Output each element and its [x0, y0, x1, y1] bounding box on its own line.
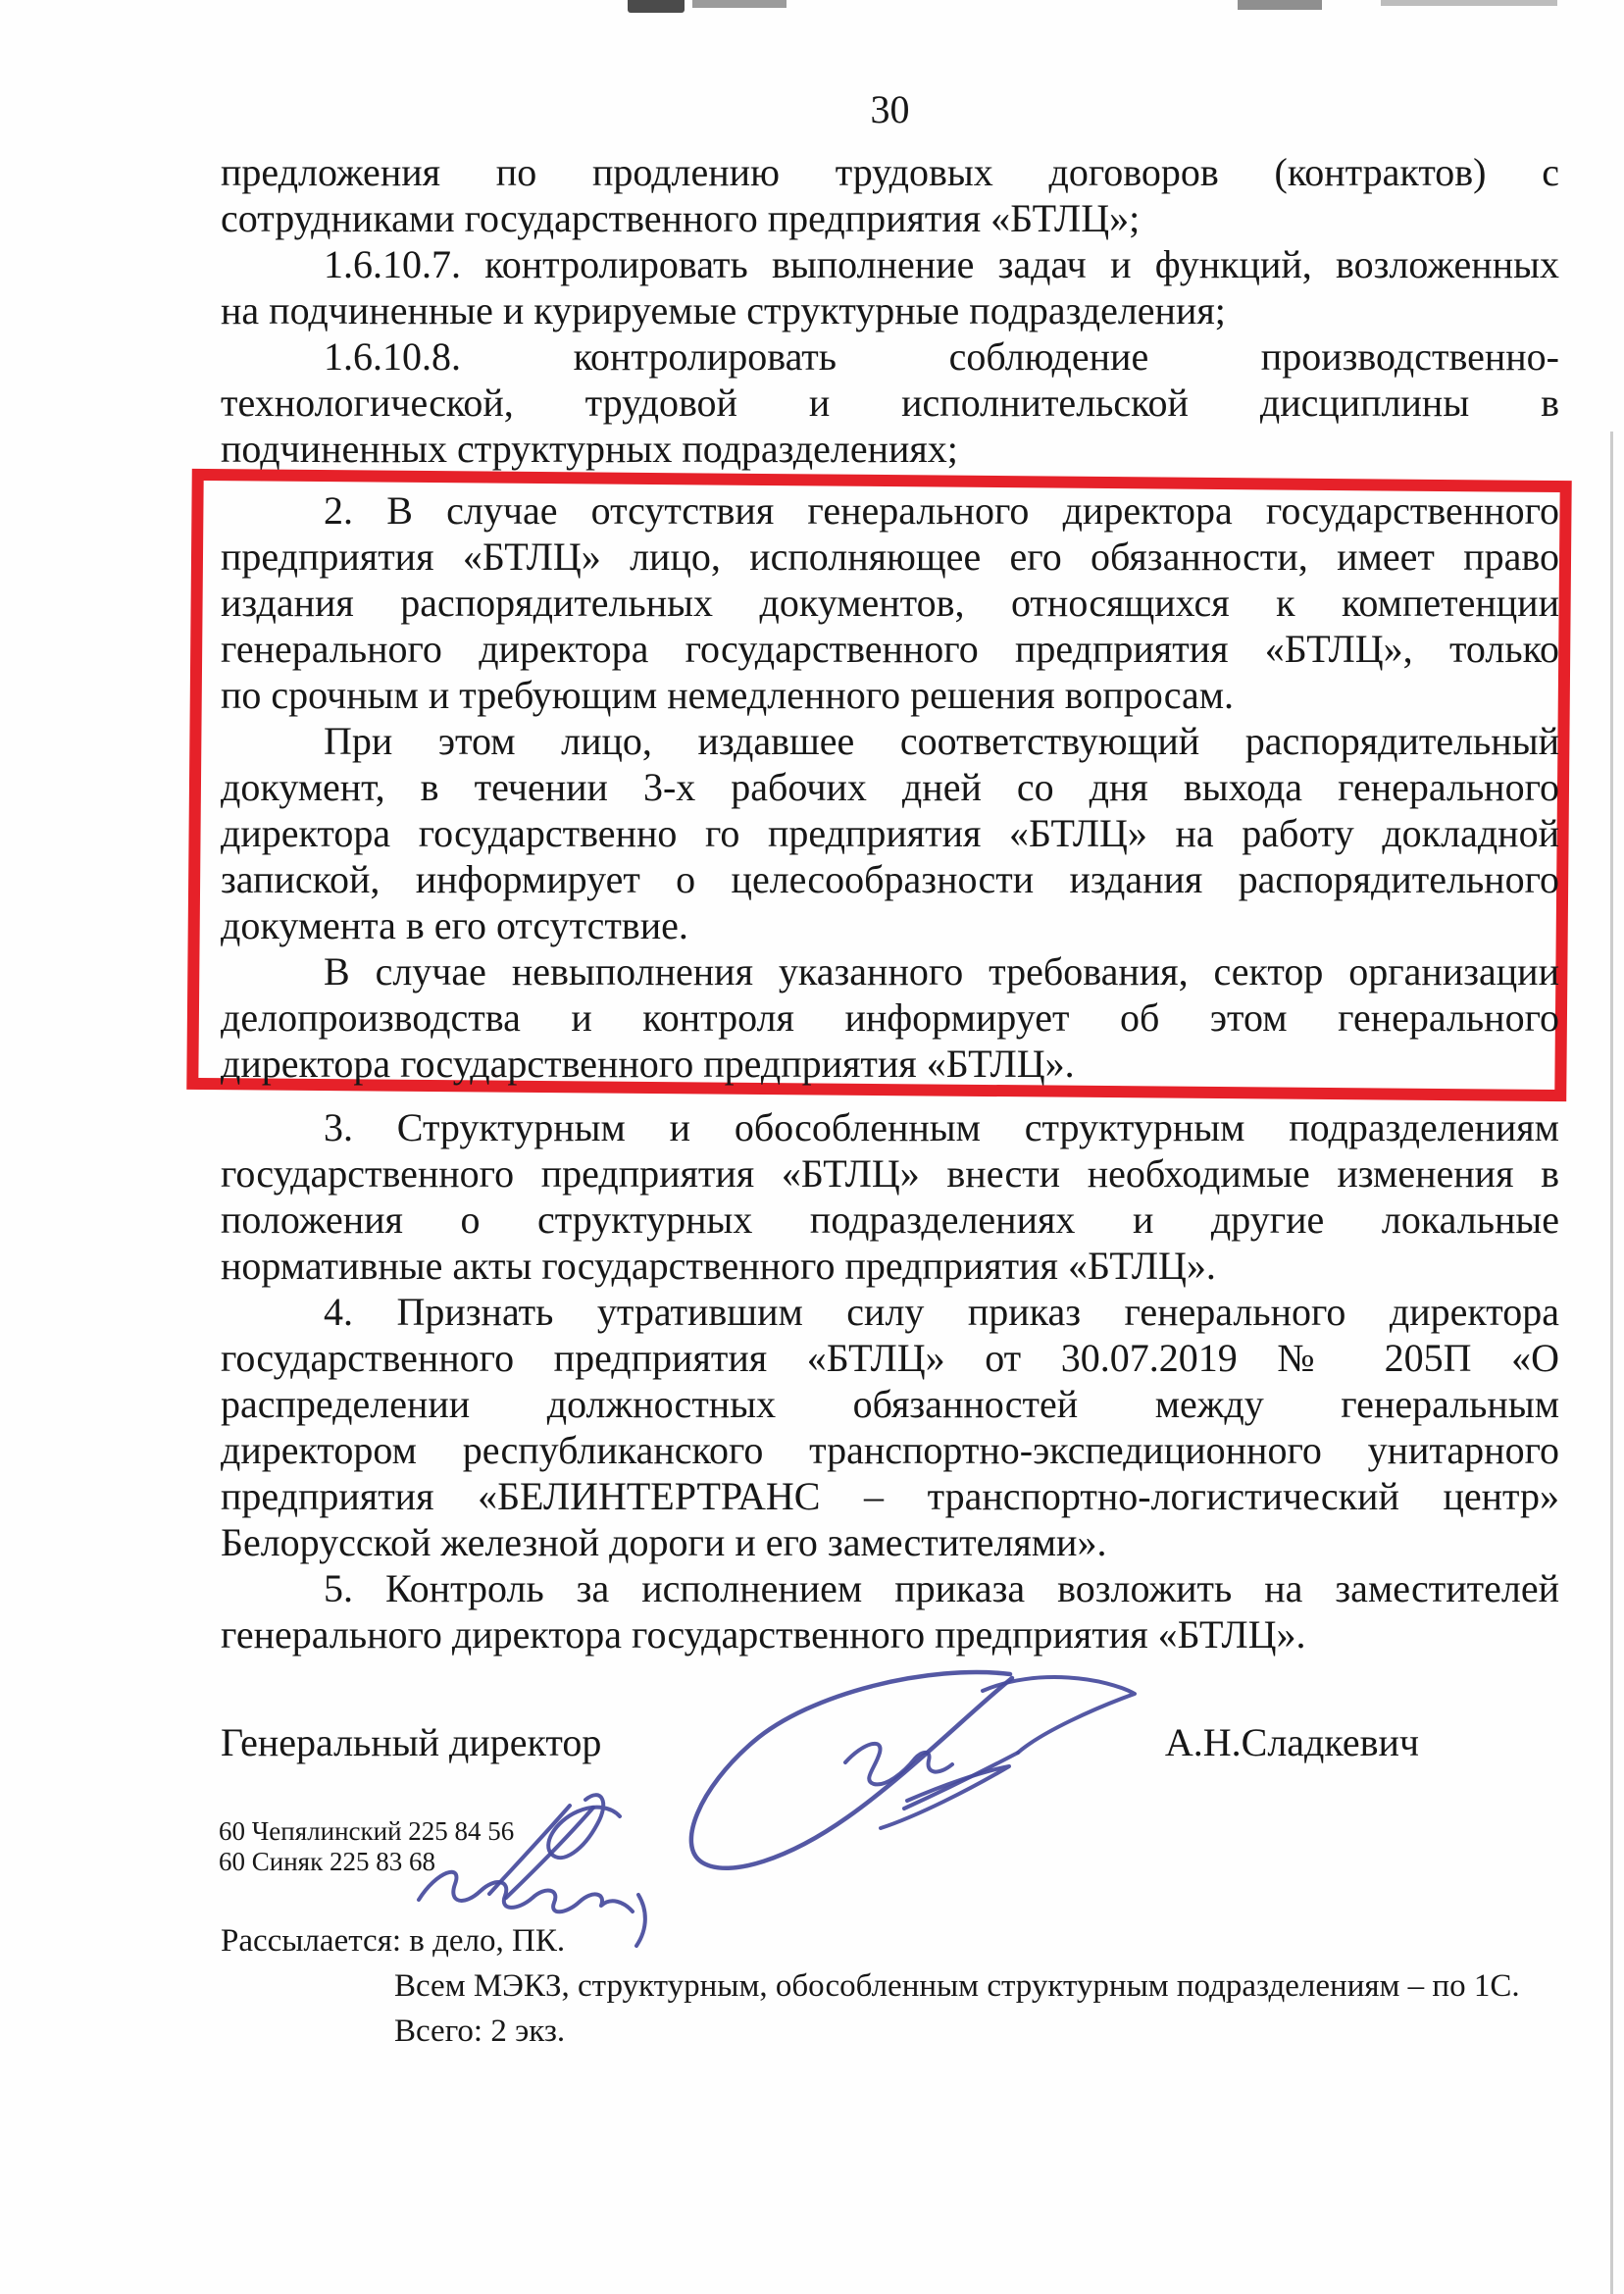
scan-artifact	[628, 0, 685, 13]
scan-artifact	[1238, 0, 1322, 10]
text-line: генерального директора государственного предприятия «БТЛЦ».	[221, 1612, 1306, 1657]
text-line: предприятия «БЕЛИНТЕРТРАНС – транспортно-логистический центр»	[221, 1474, 1559, 1518]
text-line: подчиненных структурных подразделениях;	[221, 427, 958, 471]
text-line: Рассылается: в дело, ПК.	[221, 1923, 566, 1959]
text-line: директора государственного предприятия «БТЛЦ».	[221, 1042, 1075, 1086]
page-number: 30	[870, 87, 910, 131]
text-line: запиской, информирует о целесообразности издания распорядительного	[221, 857, 1559, 901]
text-line: государственного предприятия «БТЛЦ» внести необходимые изменения в	[221, 1151, 1559, 1196]
text-line: 60 Синяк 225 83 68	[219, 1847, 435, 1876]
text-line: документ, в течении 3-х рабочих дней со дня выхода генерального	[221, 765, 1559, 809]
text-line: При этом лицо, издавшее соответствующий распорядительный	[324, 719, 1559, 763]
paragraph-1-6-10-8	[221, 333, 1559, 472]
text-line: нормативные акты государственного предприятия «БТЛЦ».	[221, 1244, 1216, 1288]
text-line: Всего: 2 экз.	[394, 2014, 566, 2049]
paragraph-3	[221, 1104, 1559, 1289]
text-line: издания распорядительных документов, относящихся к компетенции	[221, 581, 1559, 625]
paragraph-5	[221, 1565, 1559, 1657]
signer-title: Генеральный директор	[221, 1720, 602, 1764]
boxed-paragraph-pri-etom	[221, 718, 1559, 948]
text-line: директора государственно го предприятия «БТЛЦ» на работу докладной	[221, 811, 1559, 855]
paragraph-1-6-10-7	[221, 241, 1559, 333]
text-line: 3. Структурным и обособленным структурным подразделениям	[324, 1105, 1559, 1149]
paragraph-contracts	[221, 149, 1559, 241]
text-line: на подчиненные и курируемые структурные подразделения;	[221, 288, 1226, 332]
text-line: 1.6.10.8. контролировать соблюдение производственно-	[324, 334, 1559, 379]
scan-artifact	[1381, 0, 1557, 6]
executor-contacts	[219, 1816, 514, 1877]
signature-stroke	[548, 1795, 620, 1858]
boxed-paragraph-2	[221, 487, 1559, 718]
text-line: технологической, трудовой и исполнительской дисциплины в	[221, 381, 1559, 425]
signer-name: А.Н.Сладкевич	[1164, 1720, 1419, 1764]
text-line: В случае невыполнения указанного требования, сектор организации	[324, 949, 1559, 994]
text-line: Всем МЭКЗ, структурным, обособленным структурным подразделениям – по 1С.	[394, 1968, 1520, 2004]
text-line: государственного предприятия «БТЛЦ» от 30.07.2019 № 205П «О	[221, 1336, 1559, 1380]
text-line: Белорусской железной дороги и его заместителями».	[221, 1520, 1107, 1564]
text-line: 1.6.10.7. контролировать выполнение задач и функций, возложенных	[324, 242, 1559, 286]
text-line: по срочным и требующим немедленного решения вопросам.	[221, 673, 1235, 717]
text-line: 4. Признать утратившим силу приказ генерального директора	[324, 1290, 1559, 1334]
director-signature-ink	[691, 1672, 1135, 1868]
text-line: 2. В случае отсутствия генерального директора государственного	[324, 488, 1559, 533]
text-line: документа в его отсутствие.	[221, 903, 688, 947]
signature-stroke	[506, 1808, 593, 1898]
text-line: генерального директора государственного предприятия «БТЛЦ», только	[221, 627, 1559, 671]
text-line: сотрудниками государственного предприятия «БТЛЦ»;	[221, 196, 1141, 240]
document-body	[221, 149, 1559, 1657]
distribution-note	[221, 1918, 1564, 2054]
text-line: 5. Контроль за исполнением приказа возложить на заместителей	[324, 1566, 1559, 1610]
text-line: предприятия «БТЛЦ» лицо, исполняющее его обязанности, имеет право	[221, 535, 1559, 579]
scan-artifact	[692, 0, 787, 8]
boxed-paragraph-v-sluchae	[221, 948, 1559, 1087]
text-line: директором республиканского транспортно-экспедиционного унитарного	[221, 1428, 1559, 1472]
text-line: положения о структурных подразделениях и другие локальные	[221, 1198, 1559, 1242]
signature-stroke	[691, 1672, 1012, 1868]
text-line: распределении должностных обязанностей между генеральным	[221, 1382, 1559, 1426]
text-line: делопроизводства и контроля информирует об этом генерального	[221, 995, 1559, 1040]
signature-row	[221, 1719, 1419, 1765]
signature-stroke	[881, 1766, 1009, 1828]
text-line: предложения по продлению трудовых договоров (контрактов) с	[221, 150, 1559, 194]
signature-stroke	[419, 1872, 633, 1912]
scan-edge-shadow	[1610, 432, 1613, 2294]
paragraph-4	[221, 1289, 1559, 1565]
text-line: 60 Чепялинский 225 84 56	[219, 1816, 515, 1846]
